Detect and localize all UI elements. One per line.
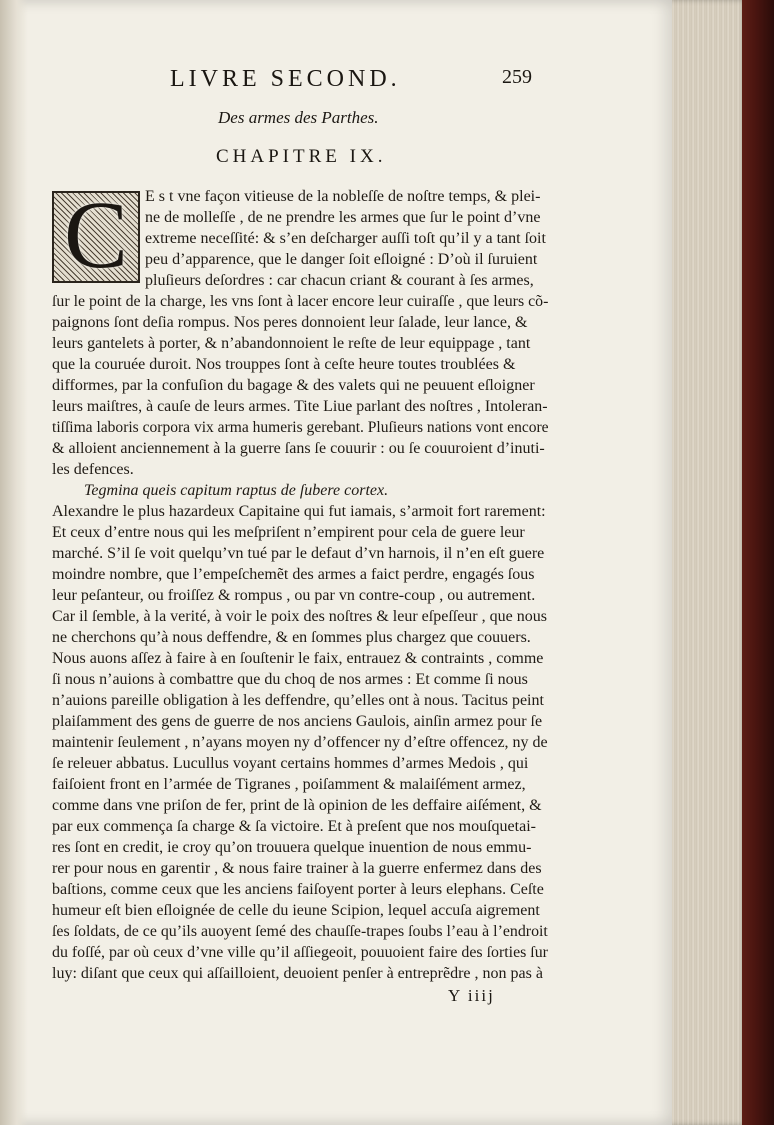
text-line: comme dans vne priſon de fer, print de là opinion de les deffaire aiſément, & xyxy=(52,797,542,814)
dropcap-ornament xyxy=(52,181,140,288)
section-title: Des armes des Parthes. xyxy=(218,108,379,127)
text-line: Et ceux d’entre nous qui les meſpriſent n’empirent pour cela de guere leur xyxy=(52,524,525,541)
chapter-title: CHAPITRE IX. xyxy=(216,146,387,167)
text-line: pluſieurs deſordres : car chacun criant & courant à ſes armes, xyxy=(145,272,534,289)
text-line: res ſont en credit, ie croy qu’on trouuera quelque inuention de nous emmu- xyxy=(52,839,532,856)
text-line: luy: diſant que ceux qui aſſailloient, deuoient penſer à entreprẽdre , non pas à xyxy=(52,965,543,982)
text-line: peu d’apparence, que le danger ſoit eſloigné : D’où il ſuruient xyxy=(145,251,538,268)
text-line: ne cherchons qu’à nous deffendre, & en ſommes plus chargez que couuers. xyxy=(52,629,531,646)
text-line: leurs maiſtres, à cauſe de leurs armes. Tite Liue parlant des noſtres , Intoleran- xyxy=(52,398,548,415)
text-line: rer pour nous en garentir , & nous faire trainer à la guerre enfermez dans des xyxy=(52,860,542,877)
text-line: marché. S’il ſe voit quelqu’vn tué par le defaut d’vn harnois, il n’en eſt guere xyxy=(52,545,545,562)
running-head: LIVRE SECOND. xyxy=(170,66,401,92)
text-line: par eux commença ſa charge & ſa victoire. Et à preſent que nos mouſquetai- xyxy=(52,818,536,835)
text-line: ſe releuer abbatus. Lucullus voyant certains hommes d’armes Medois , qui xyxy=(52,755,529,772)
text-line: faiſoient front en l’armée de Tigranes , poiſamment & malaiſément armez, xyxy=(52,776,526,793)
text-line: & alloient anciennement à la guerre ſans ſe couurir : ou ſe couuroient d’inuti- xyxy=(52,440,545,457)
signature-mark: Y iiij xyxy=(448,986,495,1005)
text-line: baſtions, comme ceux que les anciens faiſoyent porter à leurs elephans. Ceſte xyxy=(52,881,544,898)
text-line: leur peſanteur, ou froiſſez & rompus , ou par vn contre-coup , ou autrement. xyxy=(52,587,536,604)
text-line: Nous auons aſſez à faire à en ſouſtenir le faix, entrauez & contraints , comme xyxy=(52,650,544,667)
text-line: difformes, par la confuſion du bagage & des valets qui ne peuuent eſloigner xyxy=(52,377,535,394)
page-header xyxy=(170,66,590,94)
latin-quote: Tegmina queis capitum raptus de ſubere cortex. xyxy=(84,482,389,499)
text-line: du foſſé, par où ceux d’vne ville qu’il aſſiegeoit, pouuoient faire des ſorties ſur xyxy=(52,944,548,961)
text-line: plaiſamment des gens de guerre de nos anciens Gaulois, ainſin armez pour ſe xyxy=(52,713,543,730)
dropcap-letter: C xyxy=(63,181,129,288)
text-line: ſi nous n’auions à combattre que du choq de nos armes : Et comme ſi nous xyxy=(52,671,528,688)
text-line: Car il ſemble, à la verité, à voir le poix des noſtres & leur eſpeſſeur , que nous xyxy=(52,608,547,625)
text-line: les defences. xyxy=(52,461,134,478)
text-line: tiſſima laboris corpora vix arma humeris gerebant. Pluſieurs nations vont encore xyxy=(52,419,549,436)
text-line: n’auions pareille obligation à les deffendre, qu’elles ont à nous. Tacitus peint xyxy=(52,692,544,709)
text-line: humeur eſt bien eſloignée de celle du ieune Scipion, lequel accuſa aigrement xyxy=(52,902,540,919)
text-line: que la couruée duroit. Nos trouppes ſont à ceſte heure toutes troublées & xyxy=(52,356,516,373)
text-line: leurs gantelets à porter, & n’abandonnoient le reſte de leur equippage , tant xyxy=(52,335,531,352)
text-line: E s t vne façon vitieuse de la nobleſſe de noſtre temps, & plei- xyxy=(145,188,541,205)
binding-shadow xyxy=(0,0,28,1125)
page-number: 259 xyxy=(502,66,532,88)
text-line: extreme neceſſité: & s’en deſcharger auſſi toſt qu’il y a tant ſoit xyxy=(145,230,546,247)
text-line: moindre nombre, que l’empeſchemẽt des armes a faict perdre, engagés ſous xyxy=(52,566,535,583)
text-line: ſes ſoldats, de ce qu’ils auoyent ſemé des chauſſe-trapes ſoubs l’eau à l’endroit xyxy=(52,923,548,940)
text-line: ſur le point de la charge, les vns ſont à lacer encore leur cuiraſſe , que leurs cõ- xyxy=(52,293,549,310)
text-line: ne de molleſſe , de ne prendre les armes que ſur le point d’vne xyxy=(145,209,541,226)
text-line: Alexandre le plus hazardeux Capitaine qui fut iamais, s’armoit fort rarement: xyxy=(52,503,546,520)
text-line: maintenir ſeulement , n’ayans moyen ny d’offencer ny d’eſtre offencez, ny de xyxy=(52,734,548,751)
text-line: paignons ſont deſia rompus. Nos peres donnoient leur ſalade, leur lance, & xyxy=(52,314,528,331)
